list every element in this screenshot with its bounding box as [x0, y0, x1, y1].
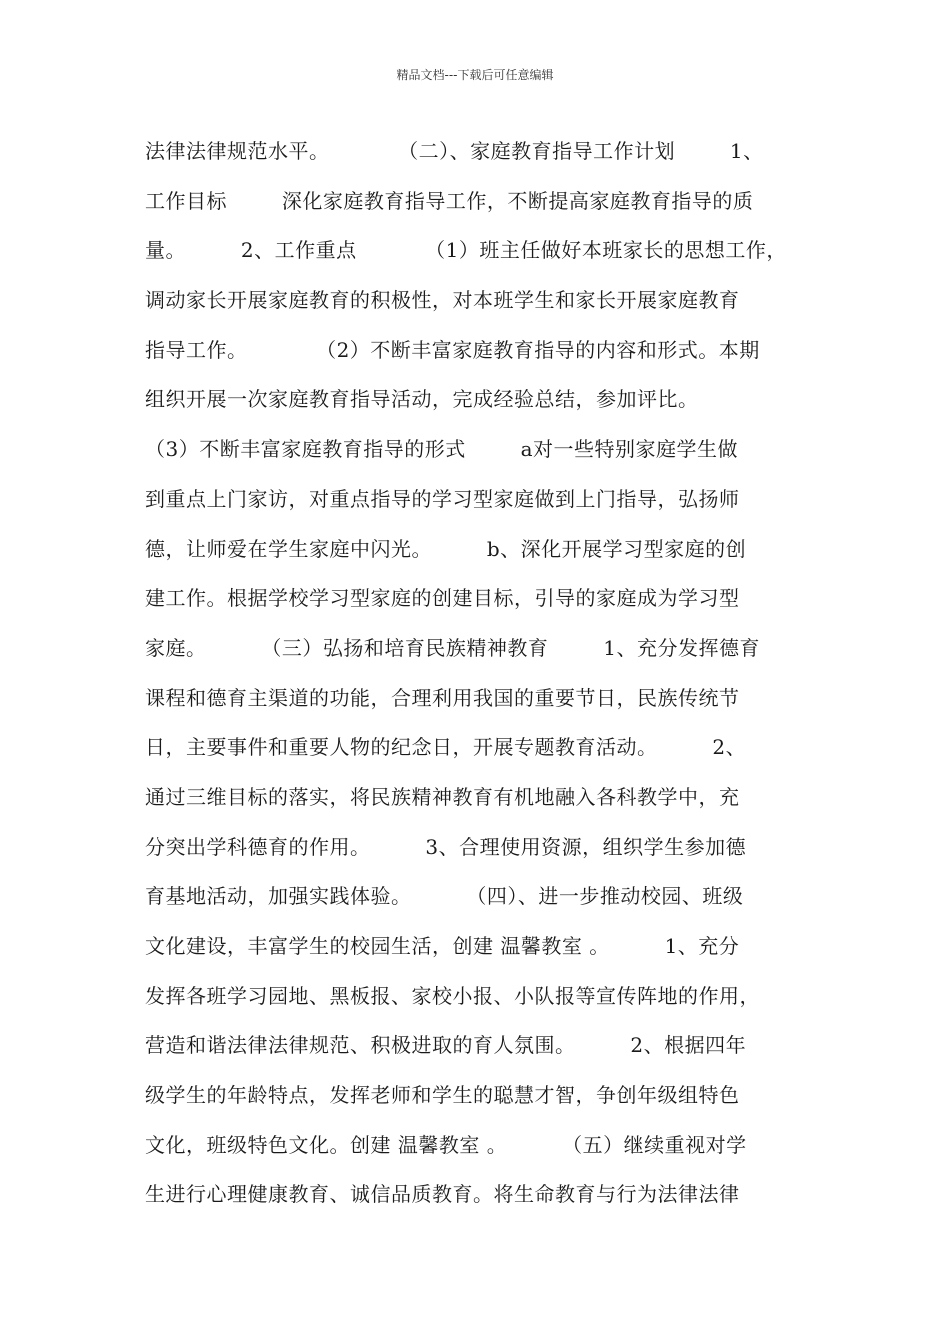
text-line: 级学生的年龄特点，发挥老师和学生的聪慧才智，争创年级组特色 — [145, 1083, 740, 1108]
text-line: 通过三维目标的落实，将民族精神教育有机地融入各科教学中，充 — [145, 784, 740, 809]
text-line: 发挥各班学习园地、黑板报、家校小报、小队报等宣传阵地的作用， — [145, 983, 760, 1008]
body-text — [145, 127, 825, 1220]
text-line: 文化，班级特色文化。创建 温馨教室 。 （五）继续重视对学 — [145, 1132, 747, 1157]
page-header: 精品文档---下载后可任意编辑 — [396, 68, 554, 82]
text-line: 德，让师爱在学生家庭中闪光。 b、深化开展学习型家庭的创 — [145, 536, 747, 561]
text-line: 量。 2、工作重点 （1）班主任做好本班家长的思想工作， — [145, 238, 787, 263]
text-line: 指导工作。 （2）不断丰富家庭教育指导的内容和形式。本期 — [145, 337, 760, 362]
text-line: 营造和谐法律法律规范、积极进取的育人氛围。 2、根据四年 — [145, 1033, 747, 1058]
text-line: （3）不断丰富家庭教育指导的形式 a对一些特别家庭学生做 — [145, 437, 739, 462]
text-line: 课程和德育主渠道的功能，合理利用我国的重要节日，民族传统节 — [145, 685, 740, 710]
text-line: 家庭。 （三）弘扬和培育民族精神教育 1、充分发挥德育 — [145, 635, 760, 660]
text-line: 日，主要事件和重要人物的纪念日，开展专题教育活动。 2、 — [145, 735, 747, 760]
text-line: 调动家长开展家庭教育的积极性，对本班学生和家长开展家庭教育 — [145, 288, 740, 313]
text-line: 到重点上门家访，对重点指导的学习型家庭做到上门指导，弘扬师 — [145, 486, 740, 511]
text-line: 生进行心理健康教育、诚信品质教育。将生命教育与行为法律法律 — [145, 1182, 740, 1207]
text-line: 育基地活动，加强实践体验。 （四）、进一步推动校园、班级 — [145, 884, 744, 909]
text-line: 组织开展一次家庭教育指导活动，完成经验总结，参加评比。 — [145, 387, 699, 412]
text-line: 法律法律规范水平。 （二）、家庭教育指导工作计划 1、 — [145, 139, 764, 163]
text-line: 分突出学科德育的作用。 3、合理使用资源，组织学生参加德 — [145, 834, 747, 859]
text-line: 建工作。根据学校学习型家庭的创建目标，引导的家庭成为学习型 — [145, 586, 740, 611]
text-line: 工作目标 深化家庭教育指导工作，不断提高家庭教育指导的质 — [145, 188, 754, 213]
text-line: 文化建设，丰富学生的校园生活，创建 温馨教室 。 1、充分 — [145, 934, 740, 958]
